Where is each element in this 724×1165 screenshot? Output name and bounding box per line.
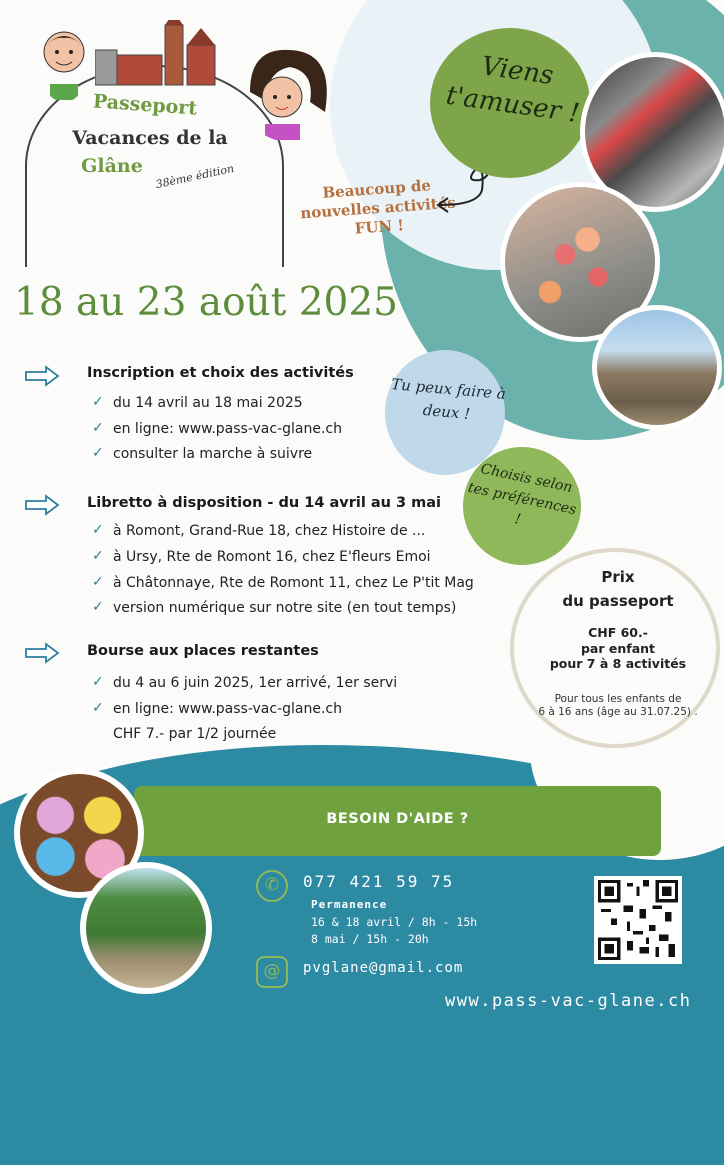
permanence-line1: 16 & 18 avril / 8h - 15h [311, 915, 478, 929]
girl-drawing [240, 42, 340, 142]
list-item: consulter la marche à suivre [113, 446, 313, 462]
check-icon: ✓ [92, 445, 104, 461]
list-item: à Romont, Grand-Rue 18, chez Histoire de ... [113, 523, 426, 539]
phone-number[interactable]: 077 421 59 75 [303, 872, 455, 891]
price-title-line1: Prix [601, 568, 635, 586]
list-item: en ligne: www.pass-vac-glane.ch [113, 701, 342, 717]
peux-text: Tu peux faire à deux ! [390, 375, 507, 423]
email-icon: @ [256, 956, 288, 988]
arrow-right-icon [24, 365, 60, 387]
help-label: BESOIN D'AIDE ? [326, 811, 469, 827]
check-icon: ✓ [92, 599, 104, 615]
logo-passeport: Passeport [92, 90, 198, 120]
bourse-price-text: CHF 7.- par 1/2 journée [113, 726, 277, 742]
check-icon: ✓ [92, 420, 104, 436]
price-note [518, 693, 718, 719]
check-icon: ✓ [92, 674, 104, 690]
fun-activities-text: Beaucoup de nouvelles activités FUN ! [299, 176, 457, 238]
viens-text: Viens t'amuser ! [444, 51, 582, 129]
check-icon: ✓ [92, 394, 104, 410]
price-amount: CHF 60.- [588, 625, 648, 640]
website-link[interactable]: www.pass-vac-glane.ch [445, 991, 692, 1011]
list-item: du 4 au 6 juin 2025, 1er arrivé, 1er servi [113, 675, 398, 691]
section-bourse-title: Bourse aux places restantes [87, 643, 319, 659]
arrow-right-icon [24, 642, 60, 664]
permanence-label: Permanence [311, 898, 388, 911]
list-item: en ligne: www.pass-vac-glane.ch [113, 421, 342, 437]
horses-photo [80, 862, 212, 994]
price-note-line2: 6 à 16 ans (âge au 31.07.25) . [538, 706, 698, 719]
group-photo [592, 305, 722, 430]
check-icon: ✓ [92, 522, 104, 538]
permanence-line2: 8 mai / 15h - 20h [311, 932, 429, 946]
list-item: version numérique sur notre site (en tout temps) [113, 600, 457, 616]
section-inscription-title: Inscription et choix des activités [87, 365, 354, 381]
list-item: à Châtonnaye, Rte de Romont 11, chez Le P'tit Mag [113, 575, 474, 591]
qr-code[interactable] [594, 876, 682, 964]
choisis-text: Choisis selon tes préférences ! [466, 460, 578, 528]
event-date-title: 18 au 23 août 2025 [14, 280, 398, 325]
list-item: du 14 avril au 18 mai 2025 [113, 395, 303, 411]
phone-icon: ✆ [256, 870, 288, 902]
price-title [518, 565, 718, 613]
logo-edition: 38ème édition [154, 161, 236, 192]
price-note-line1: Pour tous les enfants de [554, 693, 682, 705]
price-title-line2: du passeport [562, 592, 674, 610]
check-icon: ✓ [92, 700, 104, 716]
price-value [518, 625, 718, 672]
logo-vacances: Vacances de la [72, 127, 228, 149]
castle-drawing [95, 20, 220, 90]
check-icon: ✓ [92, 548, 104, 564]
arrow-right-icon [24, 494, 60, 516]
section-libretto-title: Libretto à disposition - du 14 avril au 3 mai [87, 495, 442, 511]
email-link[interactable]: pvglane@gmail.com [303, 960, 464, 976]
list-item: à Ursy, Rte de Romont 16, chez E'fleurs Emoi [113, 549, 431, 565]
price-per-child: par enfant [580, 640, 656, 656]
boy-drawing [38, 22, 90, 102]
logo-glane: Glâne [81, 155, 143, 177]
check-icon: ✓ [92, 574, 104, 590]
price-activities: pour 7 à 8 activités [549, 656, 687, 672]
